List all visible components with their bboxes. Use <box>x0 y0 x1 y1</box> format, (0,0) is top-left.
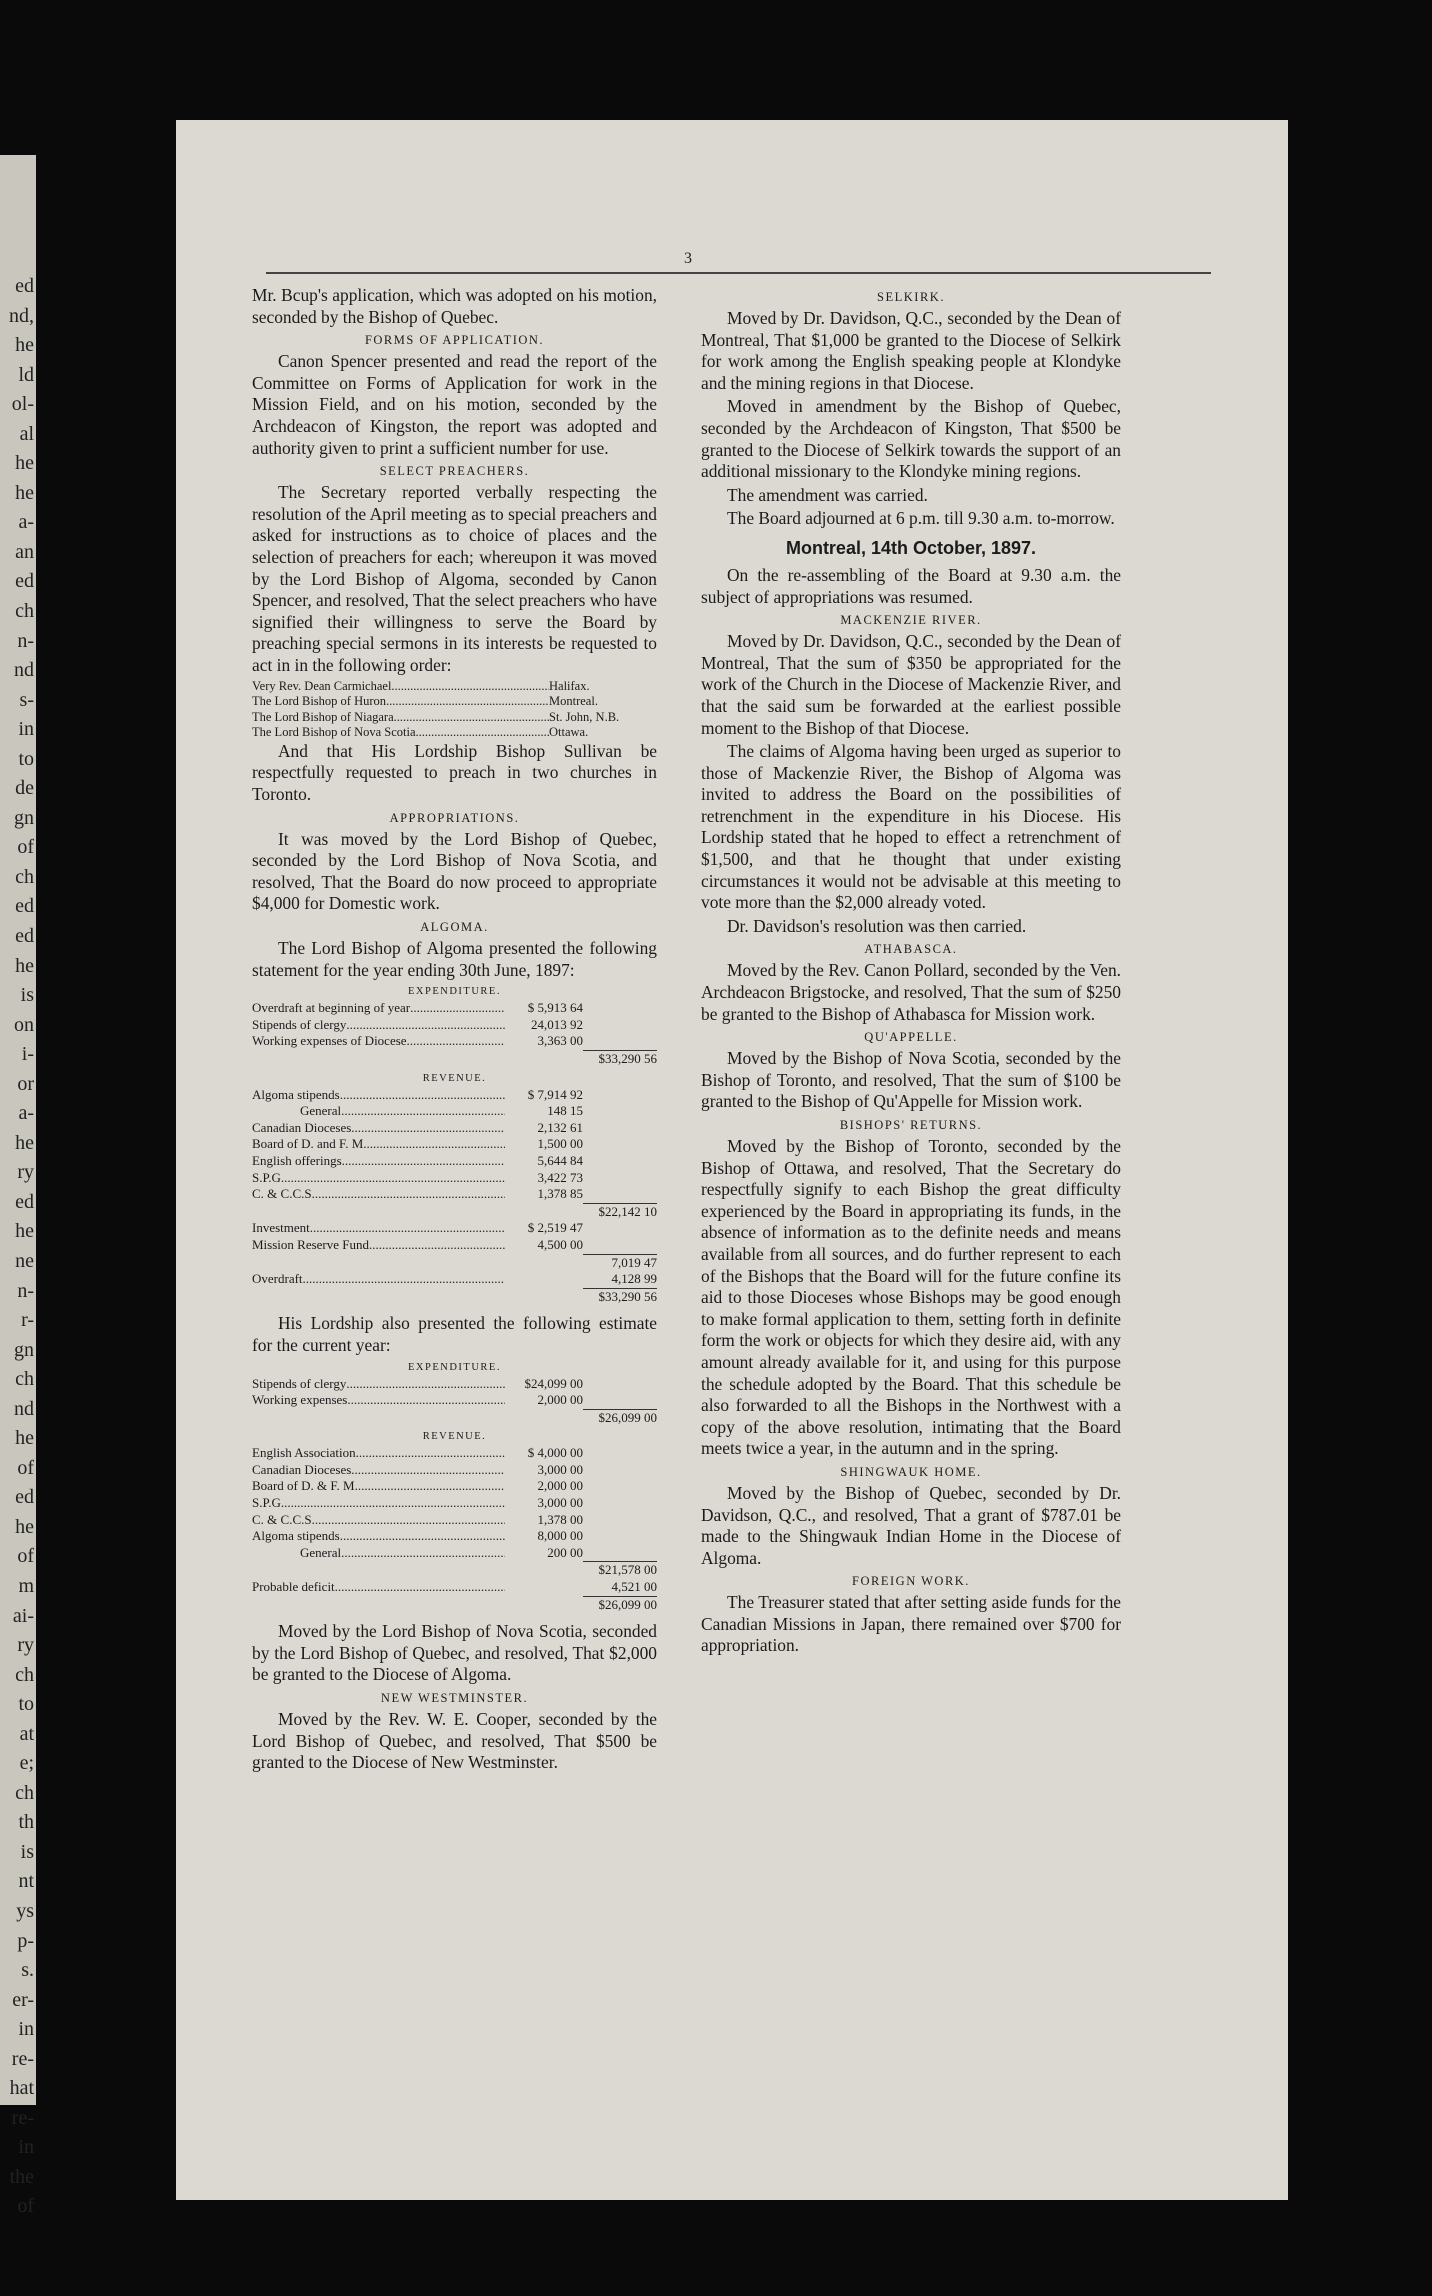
adjacent-page-fragment: nd, <box>9 305 34 327</box>
revenue-table <box>252 1445 657 1561</box>
adjacent-page-fragment: is <box>20 984 34 1006</box>
adjacent-page-fragment: he <box>15 1132 34 1154</box>
adjacent-page-fragment: he <box>15 452 34 474</box>
table-subtotal: $22,142 10 <box>252 1203 657 1221</box>
adjacent-page-fragment: m <box>18 1575 34 1597</box>
adjacent-page-fragment: ch <box>15 600 34 622</box>
paragraph: On the re-assembling of the Board at 9.30 a.m. the subject of appropriations was resumed. <box>701 564 1121 607</box>
table-total: $26,099 00 <box>252 1596 657 1614</box>
adjacent-page-fragment: in <box>18 718 34 740</box>
expenditure-table <box>252 1000 657 1050</box>
adjacent-page-fragment: ch <box>15 866 34 888</box>
table-row: S.P.G ..... 3,422 73 <box>252 1170 657 1187</box>
header-rule <box>266 272 1211 274</box>
adjacent-page-fragment: ch <box>15 1664 34 1686</box>
adjacent-page-fragment: ys <box>16 1900 34 1922</box>
table-row: S.P.G ..... 3,000 00 <box>252 1495 657 1512</box>
adjacent-page-fragment: a- <box>18 511 34 533</box>
adjacent-page-fragment: he <box>15 1516 34 1538</box>
adjacent-page-fragment: he <box>15 1220 34 1242</box>
table-subheading: EXPENDITURE. <box>408 1361 501 1373</box>
table-row: Algoma stipends ..... 8,000 00 <box>252 1528 657 1545</box>
table-subtotal: $21,578 00 <box>252 1561 657 1579</box>
paragraph: Moved by the Bishop of Toronto, seconded by the Bishop of Ottawa, and resolved, That the Secretary do respectfully signify to each Bishop the great difficulty experienced by the Board in appropriating its funds, in the absence of information as to the definite needs and means available from all sources, and do further represent to each of the Bishops that the Board will for the future confine its aid to those Dioceses whose Bishops may be good enough to make formal application to them, setting forth in definite form the work or objects for which they desire aid, with any amount already available for it, and using for this purpose the schedule adopted by the Board. That this schedule be also forwarded to all the Bishops in the Northwest with a copy of the above resolution, intimating that the Board meets twice a year, in the autumn and in the spring. <box>701 1136 1121 1459</box>
paragraph: The Lord Bishop of Algoma presented the following statement for the year ending 30th June, 1897: <box>252 938 657 980</box>
paragraph: Moved by Dr. Davidson, Q.C., seconded by the Dean of Montreal, That the sum of $350 be appropriated for the work of the Church in the Diocese of Mackenzie River, and that the said sum be forwarded at the earliest possible moment to the Bishop of that Diocese. <box>701 631 1121 738</box>
paragraph: Moved by the Bishop of Nova Scotia, seconded by the Bishop of Toronto, and resolved, That the sum of $100 be granted to the Bishop of Qu'Appelle for Mission work. <box>701 1048 1121 1112</box>
table-row: Stipends of clergy ..... $24,099 00 <box>252 1376 657 1393</box>
adjacent-page-fragment: th <box>18 1811 34 1833</box>
adjacent-page-fragment: nd <box>14 1398 34 1420</box>
adjacent-page-edge <box>0 155 36 2217</box>
adjacent-page-fragment: ed <box>15 895 34 917</box>
preacher-row: The Lord Bishop of Huron ..... Montreal. <box>252 694 657 710</box>
section-heading-select-preachers: SELECT PREACHERS. <box>379 464 530 479</box>
section-heading-selkirk: SELKIRK. <box>877 290 945 304</box>
table-total: $26,099 00 <box>252 1409 657 1427</box>
table-row: Board of D. & F. M ..... 2,000 00 <box>252 1478 657 1495</box>
document-page <box>176 120 1288 2200</box>
paragraph: It was moved by the Lord Bishop of Quebec, seconded by the Lord Bishop of Nova Scotia, and resolved, That the Board do now proceed to appropriate $4,000 for Domestic work. <box>252 828 657 914</box>
paragraph: Moved by the Rev. W. E. Cooper, seconded by the Lord Bishop of Quebec, and resolved, That $500 be granted to the Diocese of New Westminster. <box>252 1709 657 1773</box>
adjacent-page-fragment: ch <box>15 1782 34 1804</box>
adjacent-page-fragment: ed <box>15 570 34 592</box>
table-row: C. & C.C.S ..... 1,378 00 <box>252 1512 657 1529</box>
revenue-table-2 <box>252 1220 657 1253</box>
adjacent-page-fragment: ol- <box>11 393 34 415</box>
preacher-row: The Lord Bishop of Niagara ..... St. John, N.B. <box>252 710 657 726</box>
section-heading-appropriations: APPROPRIATIONS. <box>389 810 520 825</box>
section-heading-algoma: ALGOMA. <box>420 920 489 935</box>
section-heading-shingwauk: SHINGWAUK HOME. <box>840 1464 982 1479</box>
table-subheading: EXPENDITURE. <box>408 986 501 998</box>
section-heading-forms: FORMS OF APPLICATION. <box>364 333 545 348</box>
table-row: English offerings ..... 5,644 84 <box>252 1153 657 1170</box>
section-heading-new-westminster: NEW WESTMINSTER. <box>380 1691 529 1705</box>
adjacent-page-fragment: ed <box>15 275 34 297</box>
paragraph: Moved by the Bishop of Quebec, seconded by Dr. Davidson, Q.C., and resolved, That a grant of $787.01 be made to the Shingwauk Indian Home in the Diocese of Algoma. <box>701 1482 1121 1568</box>
adjacent-page-fragment: hat <box>9 2077 34 2099</box>
table-row: Mission Reserve Fund ..... 4,500 00 <box>252 1237 657 1254</box>
adjacent-page-fragment: r- <box>21 1309 34 1331</box>
adjacent-page-fragment: al <box>19 423 34 445</box>
adjacent-page-fragment: nd <box>14 659 34 681</box>
adjacent-page-fragment: ch <box>15 1368 34 1390</box>
section-heading-foreign-work: FOREIGN WORK. <box>852 1574 970 1589</box>
adjacent-page-fragment: ld <box>18 364 34 386</box>
paragraph: Moved by the Lord Bishop of Nova Scotia, seconded by the Lord Bishop of Quebec, and resolved, That $2,000 be granted to the Diocese of Algoma. <box>252 1621 657 1685</box>
adjacent-page-fragment: of <box>17 836 34 858</box>
adjacent-page-fragment: he <box>15 482 34 504</box>
adjacent-page-fragment: ry <box>17 1161 34 1183</box>
paragraph: His Lordship also presented the following estimate for the current year: <box>252 1313 657 1355</box>
adjacent-page-fragment: of <box>17 2195 34 2217</box>
table-row: Overdraft ..... 4,128 99 <box>252 1271 657 1288</box>
table-row: C. & C.C.S ..... 1,378 85 <box>252 1186 657 1203</box>
table-subtotal: 7,019 47 <box>252 1254 657 1272</box>
page-number: 3 <box>684 250 692 267</box>
table-row: Probable deficit ..... 4,521 00 <box>252 1579 657 1596</box>
adjacent-page-fragment: n- <box>17 1280 34 1302</box>
adjacent-page-fragment: in <box>18 2018 34 2040</box>
adjacent-page-fragment: of <box>17 1457 34 1479</box>
revenue-table <box>252 1087 657 1203</box>
adjacent-page-fragment: p- <box>17 1930 34 1952</box>
adjacent-page-fragment: er- <box>12 1989 34 2011</box>
adjacent-page-fragment: i- <box>21 1043 34 1065</box>
paragraph: Moved by Dr. Davidson, Q.C., seconded by the Dean of Montreal, That $1,000 be granted to the Diocese of Selkirk for work among the English speaking people at Klondyke and the mining regions in that Diocese. <box>701 308 1121 393</box>
section-heading-quappelle: QU'APPELLE. <box>864 1030 958 1045</box>
adjacent-page-fragment: gn <box>14 807 34 829</box>
adjacent-page-fragment: is <box>20 1841 34 1863</box>
table-row: Overdraft at beginning of year ..... $ 5,913 64 <box>252 1000 657 1017</box>
table-row: Board of D. and F. M ..... 1,500 00 <box>252 1136 657 1153</box>
paragraph: Dr. Davidson's resolution was then carried. <box>727 915 1027 936</box>
adjacent-page-fragment: at <box>19 1723 34 1745</box>
preacher-row: Very Rev. Dean Carmichael ..... Halifax. <box>252 679 657 695</box>
expenditure-table <box>252 1376 657 1409</box>
adjacent-page-fragment: ry <box>17 1634 34 1656</box>
paragraph: The amendment was carried. <box>727 484 928 505</box>
section-heading-bishops-returns: BISHOPS' RETURNS. <box>839 1118 983 1132</box>
paragraph: The Board adjourned at 6 p.m. till 9.30 a.m. to-morrow. <box>727 508 1115 529</box>
adjacent-page-fragment: ed <box>15 1486 34 1508</box>
adjacent-page-fragment: ai- <box>12 1605 34 1627</box>
adjacent-page-fragment: gn <box>14 1339 34 1361</box>
section-heading-mackenzie: MACKENZIE RIVER. <box>840 613 982 628</box>
preacher-row: The Lord Bishop of Nova Scotia ..... Ottawa. <box>252 725 657 741</box>
table-row: Working expenses of Diocese ..... 3,363 00 <box>252 1033 657 1050</box>
adjacent-page-fragment: to <box>18 748 34 770</box>
adjacent-page-fragment: ne <box>15 1250 34 1272</box>
adjacent-page-fragment: an <box>15 541 34 563</box>
left-column <box>252 285 657 1776</box>
table-row: Investment ..... $ 2,519 47 <box>252 1220 657 1237</box>
adjacent-page-fragment: nt <box>18 1870 34 1892</box>
paragraph: Moved by the Rev. Canon Pollard, seconded by the Ven. Archdeacon Brigstocke, and resolved, That the sum of $250 be granted to the Bishop of Athabasca for Mission work. <box>701 960 1121 1024</box>
adjacent-page-fragment: a- <box>18 1102 34 1124</box>
adjacent-page-fragment: he <box>15 1427 34 1449</box>
paragraph: The Treasurer stated that after setting aside funds for the Canadian Missions in Japan, there remained over $700 for appropriation. <box>701 1592 1121 1656</box>
dateline-heading: Montreal, 14th October, 1897. <box>785 537 1037 558</box>
table-row: Canadian Dioceses ..... 3,000 00 <box>252 1462 657 1479</box>
table-total: $33,290 56 <box>252 1288 657 1306</box>
right-column <box>701 285 1121 1659</box>
adjacent-page-fragment: ed <box>15 1191 34 1213</box>
adjacent-page-fragment: he <box>15 955 34 977</box>
table-row: Working expenses ..... 2,000 00 <box>252 1392 657 1409</box>
adjacent-page-fragment: s. <box>21 1959 34 1981</box>
table-row: Algoma stipends ..... $ 7,914 92 <box>252 1087 657 1104</box>
adjacent-page-fragment: or <box>17 1073 34 1095</box>
table-total: $33,290 56 <box>252 1050 657 1068</box>
paragraph: Canon Spencer presented and read the report of the Committee on Forms of Application for work in the Mission Field, and on his motion, seconded by the Archdeacon of Kingston, the report was adopted and authority given to print a sufficient number for use. <box>252 351 657 458</box>
adjacent-page-fragment: ed <box>15 925 34 947</box>
adjacent-page-fragment: the <box>9 2166 34 2188</box>
adjacent-page-fragment: to <box>18 1693 34 1715</box>
table-row: Canadian Dioceses ..... 2,132 61 <box>252 1120 657 1137</box>
preachers-list <box>252 679 657 741</box>
paragraph: And that His Lordship Bishop Sullivan be respectfully requested to preach in two churches in Toronto. <box>252 740 657 805</box>
table-subheading: REVENUE. <box>422 1072 487 1084</box>
adjacent-page-fragment: re- <box>11 2107 34 2129</box>
table-subheading: REVENUE. <box>422 1431 487 1443</box>
section-heading-athabasca: ATHABASCA. <box>864 942 958 957</box>
adjacent-page-fragment: e; <box>19 1752 34 1774</box>
adjacent-page-fragment: n- <box>17 630 34 652</box>
table-row: General ..... 148 15 <box>252 1103 657 1120</box>
adjacent-page-fragment: of <box>17 1545 34 1567</box>
adjacent-page-fragment: re- <box>11 2048 34 2070</box>
adjacent-page-fragment: on <box>14 1014 34 1036</box>
table-row: Stipends of clergy ..... 24,013 92 <box>252 1017 657 1034</box>
paragraph: Mr. Bcup's application, which was adopted on his motion, seconded by the Bishop of Quebec. <box>252 285 657 327</box>
paragraph: The claims of Algoma having been urged as superior to those of Mackenzie River, the Bishop of Algoma was invited to address the Board on the possibilities of retrenchment in the expenditure in his Diocese. His Lordship stated that he hoped to effect a retrenchment of $1,500, and that he thought that under existing circumstances it would not be advisable at this meeting to vote more than the $2,000 already voted. <box>701 741 1121 913</box>
paragraph: Moved in amendment by the Bishop of Quebec, seconded by the Archdeacon of Kingston, That $500 be granted to the Diocese of Selkirk towards the support of an additional missionary to the Klondyke mining regions. <box>701 396 1121 482</box>
adjacent-page-fragment: s- <box>19 689 34 711</box>
table-row: General ..... 200 00 <box>252 1545 657 1562</box>
adjacent-page-fragment: de <box>15 777 34 799</box>
adjacent-page-fragment: he <box>15 334 34 356</box>
adjacent-page-fragment: in <box>18 2136 34 2158</box>
paragraph: The Secretary reported verbally respecting the resolution of the April meeting as to special preachers and asked for instructions as to choice of places and the selection of preachers for each; whereupon it was moved by the Lord Bishop of Algoma, seconded by Canon Spencer, and resolved, That the select preachers who have signified their willingness to serve the Board by preaching special sermons in its interests be requested to act in in the following order: <box>252 482 657 675</box>
table-row: English Association ..... $ 4,000 00 <box>252 1445 657 1462</box>
